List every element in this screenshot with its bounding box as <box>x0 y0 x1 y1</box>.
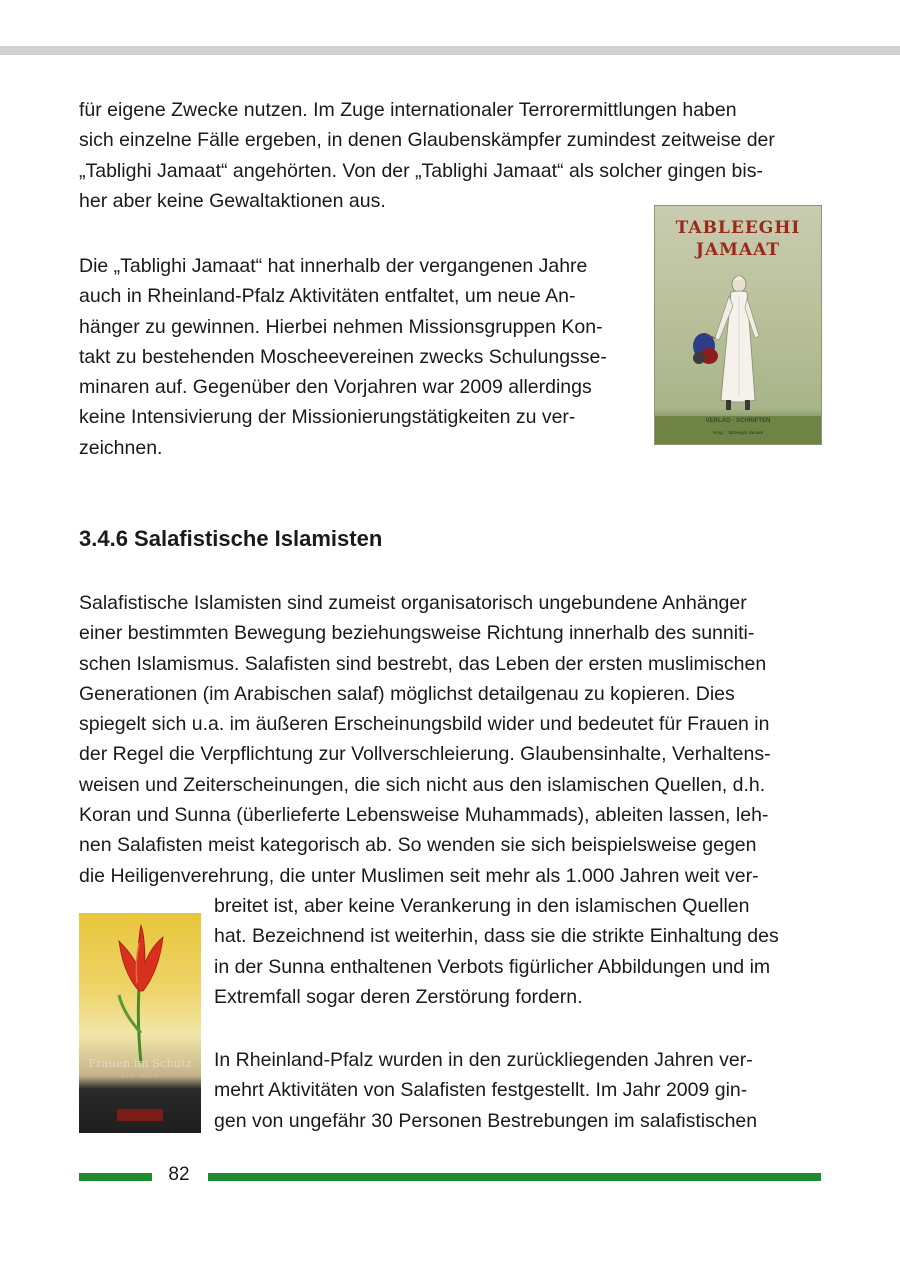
page-number: 82 <box>168 1164 190 1185</box>
cover-figure-illustration <box>655 206 821 444</box>
text-line: In Rheinland-Pfalz wurden in den zurückliegenden Jahren ver- <box>214 1049 753 1071</box>
text-line: zeichnen. <box>79 436 163 459</box>
section-heading: 3.4.6 Salafistische Islamisten <box>79 526 383 551</box>
text-line: Generationen (im Arabischen salaf) möglichst detailgenau zu kopieren. Dies <box>79 682 735 705</box>
book-cover-frauen-im-schutz <box>79 913 201 1133</box>
cover-title-line2: JAMAAT <box>695 240 781 260</box>
text-line: her aber keine Gewaltaktionen aus. <box>79 189 386 212</box>
text-line: nen Salafisten meist kategorisch ab. So wenden sie sich beispielsweise gegen <box>79 834 757 857</box>
text-line: mehrt Aktivitäten von Salafisten festgestellt. Im Jahr 2009 gin- <box>214 1079 748 1102</box>
cover2-title: Frauen im Schutz <box>88 1056 192 1070</box>
cover2-subtitle: des Islam <box>120 1073 160 1080</box>
text-line: einer bestimmten Bewegung beziehungsweise Richtung innerhalb des sunniti- <box>79 622 755 645</box>
cover2-label-box <box>117 1109 163 1121</box>
header-bar <box>0 46 900 55</box>
paragraph-intro <box>79 95 775 216</box>
text-line: keine Intensivierung der Missionierungstätigkeiten zu ver- <box>79 406 576 429</box>
text-line: der Regel die Verpflichtung zur Vollverschleierung. Glaubensinhalte, Verhaltens- <box>79 743 771 766</box>
paragraph-salafists-continued <box>214 891 779 1012</box>
text-line: für eigene Zwecke nutzen. Im Zuge internationaler Terrorermittlungen haben <box>79 99 737 121</box>
footer-rule-right <box>208 1173 821 1181</box>
cover-tulip-illustration <box>79 913 201 1133</box>
footer-rule-left <box>79 1173 152 1181</box>
text-line: breitet ist, aber keine Verankerung in den islamischen Quellen <box>214 895 750 917</box>
text-line: in der Sunna enthaltenen Verbots figürlicher Abbildungen und im <box>214 955 771 978</box>
text-line: minaren auf. Gegenüber den Vorjahren war 2009 allerdings <box>79 376 592 399</box>
text-line: „Tablighi Jamaat“ angehörten. Von der „Tablighi Jamaat“ als solcher gingen bis- <box>79 159 763 182</box>
book-cover-tableeghi-jamaat <box>655 206 821 444</box>
paragraph-tablighi-rlp <box>79 251 607 463</box>
text-line: sich einzelne Fälle ergeben, in denen Glaubenskämpfer zumindest zeitweise der <box>79 129 775 152</box>
paragraph-rlp-salafists <box>214 1045 757 1136</box>
text-line: Salafistische Islamisten sind zumeist organisatorisch ungebundene Anhänger <box>79 592 747 614</box>
paragraph-salafists <box>79 588 771 891</box>
text-line: die Heiligenverehrung, die unter Muslimen seit mehr als 1.000 Jahren weit ver- <box>79 864 759 887</box>
cover-tiny-text: Hrsg. · Tableeghi Jamaat <box>713 430 763 435</box>
text-line: takt zu bestehenden Moscheevereinen zwecks Schulungsse- <box>79 345 607 368</box>
text-line: Koran und Sunna (überlieferte Lebensweise Muhammads), ableiten lassen, leh- <box>79 804 769 827</box>
cover-title-line1: TABLEEGHI <box>675 218 801 238</box>
text-line: Die „Tablighi Jamaat“ hat innerhalb der vergangenen Jahre <box>79 255 588 277</box>
text-line: schen Islamismus. Salafisten sind bestrebt, das Leben der ersten muslimischen <box>79 652 767 675</box>
cover-publisher: VERLAG · SCHRIFTEN <box>705 418 771 424</box>
text-line: auch in Rheinland-Pfalz Aktivitäten entfaltet, um neue An- <box>79 285 576 308</box>
text-line: hänger zu gewinnen. Hierbei nehmen Missionsgruppen Kon- <box>79 315 603 338</box>
text-line: weisen und Zeiterscheinungen, die sich nicht aus den islamischen Quellen, d.h. <box>79 773 766 796</box>
text-line: gen von ungefähr 30 Personen Bestrebungen im salafistischen <box>214 1109 758 1132</box>
text-line: hat. Bezeichnend ist weiterhin, dass sie die strikte Einhaltung des <box>214 925 779 948</box>
text-line: Extremfall sogar deren Zerstörung fordern. <box>214 985 583 1008</box>
text-line: spiegelt sich u.a. im äußeren Erscheinungsbild wider und bedeutet für Frauen in <box>79 713 770 736</box>
